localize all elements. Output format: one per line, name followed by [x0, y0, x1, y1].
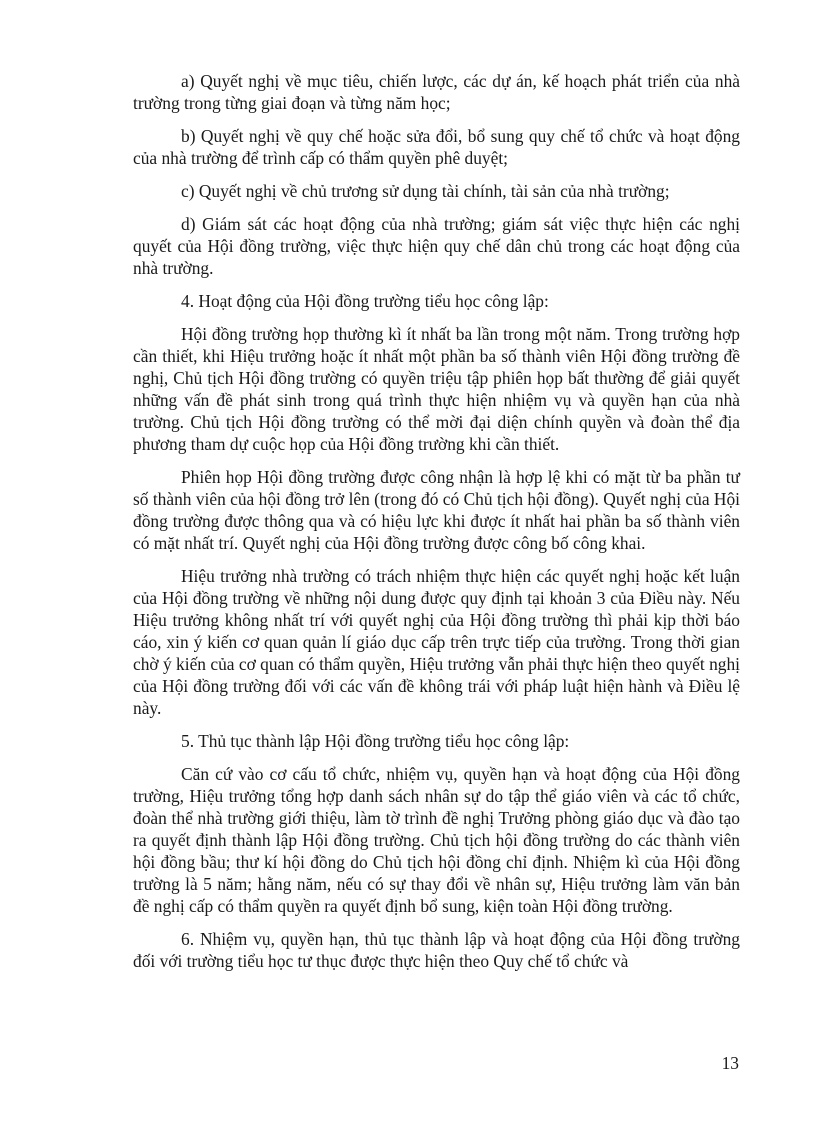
paragraph-3c: c) Quyết nghị về chủ trương sử dụng tài chính, tài sản của nhà trường;: [181, 181, 670, 201]
paragraph-6: 6. Nhiệm vụ, quyền hạn, thủ tục thành lập và hoạt động của Hội đồng trường đối với trường tiểu học tư thục được thực hiện theo Quy chế tổ chức và: [133, 929, 740, 971]
paragraph-4-meetings: Hội đồng trường họp thường kì ít nhất ba lần trong một năm. Trong trường hợp cần thiết, khi Hiệu trưởng hoặc ít nhất một phần ba số thành viên Hội đồng trường đề nghị, Chủ tịch Hội đồng trường có quyền triệu tập phiên họp bất thường để giải quyết những vấn đề phát sinh trong quá trình thực hiện nhiệm vụ và quyền hạn của nhà trường. Chủ tịch Hội đồng trường có thể mời đại diện chính quyền và đoàn thể địa phương tham dự cuộc họp của Hội đồng trường khi cần thiết.: [133, 324, 740, 454]
paragraph-3a: a) Quyết nghị về mục tiêu, chiến lược, các dự án, kế hoạch phát triển của nhà trường trong từng giai đoạn và từng năm học;: [133, 71, 740, 113]
section-heading-5: 5. Thủ tục thành lập Hội đồng trường tiểu học công lập:: [181, 731, 570, 751]
paragraph-3d: d) Giám sát các hoạt động của nhà trường; giám sát việc thực hiện các nghị quyết của Hội đồng trường, việc thực hiện quy chế dân chủ trong các hoạt động của nhà trường.: [133, 214, 740, 278]
paragraph-4-principal: Hiệu trưởng nhà trường có trách nhiệm thực hiện các quyết nghị hoặc kết luận của Hội đồng trường về những nội dung được quy định tại khoản 3 của Điều này. Nếu Hiệu trưởng không nhất trí với quyết nghị của Hội đồng trường thì phải kịp thời báo cáo, xin ý kiến cơ quan quản lí giáo dục cấp trên trực tiếp của trường. Trong thời gian chờ ý kiến của cơ quan có thẩm quyền, Hiệu trưởng vẫn phải thực hiện theo quyết nghị của Hội đồng trường đối với các vấn đề không trái với pháp luật hiện hành và Điều lệ này.: [133, 566, 740, 718]
page-number: 13: [721, 1053, 739, 1073]
paragraph-5-procedure: Căn cứ vào cơ cấu tổ chức, nhiệm vụ, quyền hạn và hoạt động của Hội đồng trường, Hiệu trưởng tổng hợp danh sách nhân sự do tập thể giáo viên và các tổ chức, đoàn thể nhà trường giới thiệu, làm tờ trình đề nghị Trưởng phòng giáo dục và đào tạo ra quyết định thành lập Hội đồng trường. Chủ tịch hội đồng trường do các thành viên hội đồng bầu; thư kí hội đồng do Chủ tịch hội đồng chỉ định. Nhiệm kì của Hội đồng trường là 5 năm; hằng năm, nếu có sự thay đổi về nhân sự, Hiệu trưởng làm văn bản đề nghị cấp có thẩm quyền ra quyết định bổ sung, kiện toàn Hội đồng trường.: [133, 764, 740, 916]
body-text: [133, 70, 740, 983]
paragraph-4-quorum: Phiên họp Hội đồng trường được công nhận là hợp lệ khi có mặt từ ba phần tư số thành viên của hội đồng trở lên (trong đó có Chủ tịch hội đồng). Quyết nghị của Hội đồng trường được thông qua và có hiệu lực khi được ít nhất hai phần ba số thành viên có mặt nhất trí. Quyết nghị của Hội đồng trường được công bố công khai.: [133, 467, 740, 553]
paragraph-3b: b) Quyết nghị về quy chế hoặc sửa đổi, bổ sung quy chế tổ chức và hoạt động của nhà trường để trình cấp có thẩm quyền phê duyệt;: [133, 126, 740, 168]
section-heading-4: 4. Hoạt động của Hội đồng trường tiểu học công lập:: [181, 291, 549, 311]
